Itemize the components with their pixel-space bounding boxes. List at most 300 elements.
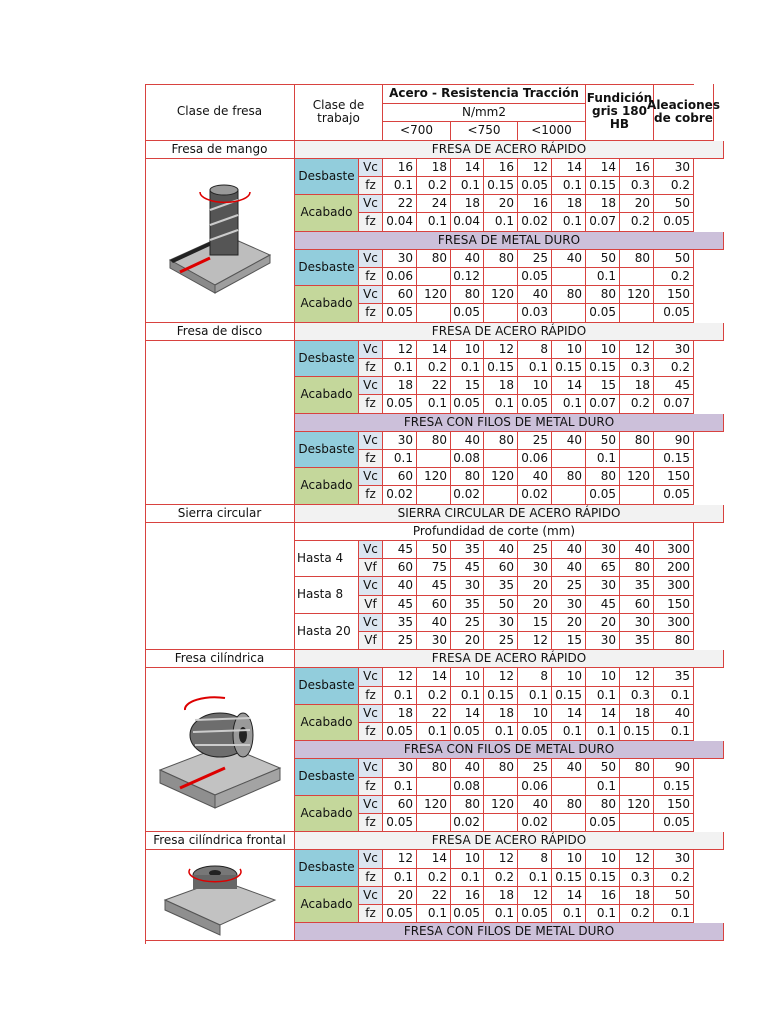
- value-cell: 150: [654, 286, 694, 304]
- value-cell: 0.03: [518, 304, 552, 322]
- value-cell: 20: [586, 614, 620, 632]
- value-cell: 0.15: [552, 869, 586, 887]
- value-cell: 10: [586, 850, 620, 868]
- value-cell: 0.15: [552, 687, 586, 705]
- value-cell: 14: [417, 668, 451, 686]
- block-title: SIERRA CIRCULAR DE ACERO RÁPIDO: [295, 505, 724, 523]
- group-label: Hasta 8: [295, 577, 359, 613]
- value-cell: 0.1: [484, 395, 518, 413]
- value-cell: 150: [654, 596, 694, 614]
- param-label: fz: [359, 778, 383, 796]
- param-label: fz: [359, 268, 383, 286]
- header-acero-unit: N/mm2: [383, 104, 586, 122]
- value-cell: 0.1: [417, 395, 451, 413]
- value-cell: 0.1: [383, 687, 417, 705]
- value-cell: 80: [654, 632, 694, 650]
- value-cell: 30: [654, 850, 694, 868]
- value-cell: 120: [620, 796, 654, 814]
- value-cell: 12: [620, 668, 654, 686]
- value-cell: 300: [654, 614, 694, 632]
- param-label: Vc: [359, 887, 383, 905]
- value-cell: 40: [451, 250, 484, 268]
- param-label: Vc: [359, 250, 383, 268]
- value-cell: 18: [620, 887, 654, 905]
- value-cell: 18: [620, 377, 654, 395]
- header-acero-title: Acero - Resistencia Tracción: [383, 84, 586, 104]
- value-cell: 22: [383, 195, 417, 213]
- value-cell: 60: [620, 596, 654, 614]
- value-cell: 15: [451, 377, 484, 395]
- value-cell: 30: [552, 596, 586, 614]
- param-label: Vc: [359, 159, 383, 177]
- value-cell: 45: [586, 596, 620, 614]
- value-cell: 30: [383, 250, 417, 268]
- value-cell: 0.2: [417, 869, 451, 887]
- value-cell: 30: [383, 759, 417, 777]
- section-name: Fresa de mango: [145, 141, 295, 159]
- value-cell: 40: [552, 250, 586, 268]
- value-cell: 14: [451, 705, 484, 723]
- value-cell: 0.1: [586, 778, 620, 796]
- value-cell: 0.06: [518, 450, 552, 468]
- block-title: FRESA CON FILOS DE METAL DURO: [295, 414, 724, 432]
- block-title: FRESA DE ACERO RÁPIDO: [295, 650, 724, 668]
- group-label: Desbaste: [295, 668, 359, 704]
- value-cell: [417, 304, 451, 322]
- value-cell: [484, 450, 518, 468]
- value-cell: 40: [620, 541, 654, 559]
- value-cell: 0.05: [518, 268, 552, 286]
- value-cell: 35: [654, 668, 694, 686]
- value-cell: [552, 450, 586, 468]
- value-cell: 16: [451, 887, 484, 905]
- value-cell: 0.1: [518, 359, 552, 377]
- value-cell: 0.02: [518, 486, 552, 504]
- param-label: Vc: [359, 614, 383, 632]
- value-cell: 30: [383, 432, 417, 450]
- value-cell: 60: [383, 796, 417, 814]
- value-cell: 120: [417, 468, 451, 486]
- empty-illustration-cell: [145, 341, 295, 505]
- group-label: Acabado: [295, 377, 359, 413]
- value-cell: 120: [484, 286, 518, 304]
- value-cell: 50: [417, 541, 451, 559]
- param-label: Vc: [359, 541, 383, 559]
- cylindrical-mill-illustration: [145, 668, 295, 832]
- value-cell: 0.15: [586, 359, 620, 377]
- value-cell: 0.1: [552, 177, 586, 195]
- value-cell: 0.2: [484, 869, 518, 887]
- value-cell: 35: [620, 632, 654, 650]
- group-label: Acabado: [295, 468, 359, 504]
- param-label: Vc: [359, 341, 383, 359]
- value-cell: [484, 486, 518, 504]
- value-cell: 0.05: [518, 723, 552, 741]
- value-cell: 0.1: [586, 905, 620, 923]
- value-cell: 30: [620, 614, 654, 632]
- value-cell: 14: [552, 887, 586, 905]
- value-cell: 80: [417, 432, 451, 450]
- value-cell: 40: [552, 432, 586, 450]
- value-cell: 8: [518, 850, 552, 868]
- value-cell: 0.3: [620, 359, 654, 377]
- value-cell: 0.07: [654, 395, 694, 413]
- value-cell: 0.05: [654, 304, 694, 322]
- value-cell: 0.05: [654, 814, 694, 832]
- value-cell: 45: [417, 577, 451, 595]
- value-cell: 45: [451, 559, 484, 577]
- value-cell: 0.05: [383, 814, 417, 832]
- value-cell: 40: [552, 559, 586, 577]
- value-cell: 30: [518, 559, 552, 577]
- value-cell: [417, 486, 451, 504]
- value-cell: [484, 304, 518, 322]
- param-label: Vf: [359, 632, 383, 650]
- header-fundicion: Fundición gris 180 HB: [586, 84, 654, 141]
- group-label: Desbaste: [295, 159, 359, 195]
- section-name: Fresa cilíndrica frontal: [145, 832, 295, 850]
- value-cell: 45: [383, 596, 417, 614]
- value-cell: 18: [552, 195, 586, 213]
- value-cell: 12: [620, 850, 654, 868]
- value-cell: 16: [518, 195, 552, 213]
- face-mill-illustration: [145, 850, 295, 941]
- group-label: Desbaste: [295, 759, 359, 795]
- header-clase-fresa: Clase de fresa: [145, 84, 295, 141]
- param-label: Vc: [359, 850, 383, 868]
- value-cell: 0.1: [383, 177, 417, 195]
- end-mill-icon: [165, 180, 275, 300]
- value-cell: 18: [383, 377, 417, 395]
- value-cell: 0.1: [383, 450, 417, 468]
- value-cell: 18: [383, 705, 417, 723]
- value-cell: 12: [484, 668, 518, 686]
- value-cell: 0.05: [518, 177, 552, 195]
- block-title: FRESA DE METAL DURO: [295, 232, 724, 250]
- value-cell: 0.1: [484, 723, 518, 741]
- value-cell: 50: [586, 250, 620, 268]
- group-label: Desbaste: [295, 250, 359, 286]
- value-cell: 0.15: [552, 359, 586, 377]
- value-cell: 20: [484, 195, 518, 213]
- value-cell: 45: [383, 541, 417, 559]
- value-cell: 0.1: [417, 905, 451, 923]
- param-label: fz: [359, 687, 383, 705]
- section-name: Fresa de disco: [145, 323, 295, 341]
- value-cell: 60: [417, 596, 451, 614]
- value-cell: [417, 268, 451, 286]
- section-name: Sierra circular: [145, 505, 295, 523]
- value-cell: 50: [654, 887, 694, 905]
- value-cell: 0.05: [518, 395, 552, 413]
- value-cell: 80: [552, 796, 586, 814]
- value-cell: 16: [484, 159, 518, 177]
- value-cell: 40: [518, 286, 552, 304]
- value-cell: 80: [484, 250, 518, 268]
- value-cell: 0.15: [586, 869, 620, 887]
- value-cell: 10: [451, 341, 484, 359]
- value-cell: 80: [586, 286, 620, 304]
- value-cell: 0.1: [518, 687, 552, 705]
- value-cell: 50: [484, 596, 518, 614]
- value-cell: 80: [451, 286, 484, 304]
- value-cell: 20: [518, 577, 552, 595]
- section-name: Fresa cilíndrica: [145, 650, 295, 668]
- value-cell: 0.02: [383, 486, 417, 504]
- header-aleacion: Aleaciones de cobre: [654, 84, 714, 141]
- value-cell: 0.05: [451, 905, 484, 923]
- value-cell: 0.05: [383, 395, 417, 413]
- value-cell: 35: [451, 541, 484, 559]
- value-cell: 0.2: [417, 687, 451, 705]
- value-cell: 0.15: [484, 687, 518, 705]
- value-cell: 15: [552, 632, 586, 650]
- value-cell: 0.08: [451, 778, 484, 796]
- value-cell: 12: [518, 887, 552, 905]
- block-title: FRESA DE ACERO RÁPIDO: [295, 141, 724, 159]
- value-cell: 0.1: [484, 905, 518, 923]
- header-range: <750: [451, 122, 518, 140]
- block-title: FRESA DE ACERO RÁPIDO: [295, 323, 724, 341]
- value-cell: 0.15: [484, 177, 518, 195]
- value-cell: 0.2: [620, 395, 654, 413]
- group-label: Acabado: [295, 796, 359, 832]
- value-cell: 120: [417, 286, 451, 304]
- value-cell: 0.1: [484, 213, 518, 231]
- value-cell: 10: [552, 850, 586, 868]
- value-cell: [552, 486, 586, 504]
- value-cell: 10: [518, 377, 552, 395]
- value-cell: 80: [451, 468, 484, 486]
- param-label: fz: [359, 814, 383, 832]
- value-cell: 0.3: [620, 687, 654, 705]
- value-cell: [620, 268, 654, 286]
- param-label: fz: [359, 869, 383, 887]
- value-cell: 80: [451, 796, 484, 814]
- param-label: fz: [359, 486, 383, 504]
- value-cell: 14: [586, 705, 620, 723]
- value-cell: [620, 814, 654, 832]
- value-cell: 20: [383, 887, 417, 905]
- value-cell: 80: [586, 468, 620, 486]
- value-cell: 0.06: [383, 268, 417, 286]
- value-cell: 0.1: [417, 213, 451, 231]
- param-label: Vf: [359, 596, 383, 614]
- group-label: Desbaste: [295, 850, 359, 886]
- block-title: FRESA DE ACERO RÁPIDO: [295, 832, 724, 850]
- value-cell: 120: [417, 796, 451, 814]
- value-cell: 0.1: [654, 723, 694, 741]
- value-cell: 0.2: [654, 359, 694, 377]
- value-cell: [484, 814, 518, 832]
- param-label: Vc: [359, 759, 383, 777]
- value-cell: 60: [383, 468, 417, 486]
- value-cell: 40: [451, 432, 484, 450]
- param-label: fz: [359, 905, 383, 923]
- value-cell: 30: [417, 632, 451, 650]
- value-cell: 120: [484, 468, 518, 486]
- value-cell: 10: [552, 668, 586, 686]
- value-cell: 0.15: [586, 177, 620, 195]
- param-label: Vc: [359, 668, 383, 686]
- empty-illustration-cell: [145, 523, 295, 650]
- value-cell: 0.07: [586, 213, 620, 231]
- value-cell: 0.2: [417, 359, 451, 377]
- value-cell: 0.1: [586, 268, 620, 286]
- value-cell: 0.05: [654, 213, 694, 231]
- value-cell: 8: [518, 341, 552, 359]
- value-cell: 300: [654, 577, 694, 595]
- value-cell: 14: [417, 341, 451, 359]
- value-cell: 0.15: [484, 359, 518, 377]
- value-cell: 18: [484, 377, 518, 395]
- param-label: Vc: [359, 195, 383, 213]
- cutting-speed-table: [145, 84, 735, 944]
- value-cell: 0.1: [654, 905, 694, 923]
- value-cell: 50: [654, 195, 694, 213]
- param-label: fz: [359, 723, 383, 741]
- value-cell: 0.02: [518, 814, 552, 832]
- value-cell: 12: [383, 341, 417, 359]
- value-cell: 120: [620, 286, 654, 304]
- value-cell: 14: [552, 377, 586, 395]
- param-label: Vc: [359, 796, 383, 814]
- value-cell: 10: [586, 341, 620, 359]
- group-label: Hasta 20: [295, 614, 359, 650]
- value-cell: 14: [552, 159, 586, 177]
- param-label: Vc: [359, 468, 383, 486]
- value-cell: 90: [654, 432, 694, 450]
- value-cell: 80: [484, 759, 518, 777]
- value-cell: 25: [484, 632, 518, 650]
- value-cell: 0.07: [586, 395, 620, 413]
- value-cell: 80: [417, 250, 451, 268]
- value-cell: 0.05: [383, 723, 417, 741]
- value-cell: 0.1: [586, 723, 620, 741]
- value-cell: 80: [484, 432, 518, 450]
- param-label: Vc: [359, 705, 383, 723]
- value-cell: [552, 814, 586, 832]
- value-cell: 40: [417, 614, 451, 632]
- value-cell: 0.05: [586, 486, 620, 504]
- value-cell: [620, 486, 654, 504]
- param-label: fz: [359, 359, 383, 377]
- value-cell: [620, 304, 654, 322]
- value-cell: 12: [484, 850, 518, 868]
- value-cell: 20: [552, 614, 586, 632]
- value-cell: 0.15: [654, 778, 694, 796]
- value-cell: 150: [654, 796, 694, 814]
- value-cell: 45: [654, 377, 694, 395]
- value-cell: 0.1: [451, 869, 484, 887]
- value-cell: 18: [484, 705, 518, 723]
- value-cell: 0.2: [654, 268, 694, 286]
- value-cell: 30: [451, 577, 484, 595]
- value-cell: 50: [586, 759, 620, 777]
- group-label: Desbaste: [295, 432, 359, 468]
- value-cell: 12: [383, 668, 417, 686]
- value-cell: 35: [383, 614, 417, 632]
- value-cell: [484, 268, 518, 286]
- value-cell: 0.2: [654, 869, 694, 887]
- value-cell: 10: [552, 341, 586, 359]
- value-cell: 22: [417, 377, 451, 395]
- value-cell: 14: [451, 159, 484, 177]
- value-cell: 0.3: [620, 869, 654, 887]
- value-cell: 14: [417, 850, 451, 868]
- value-cell: 75: [417, 559, 451, 577]
- value-cell: [552, 268, 586, 286]
- value-cell: 0.05: [586, 814, 620, 832]
- param-label: fz: [359, 304, 383, 322]
- value-cell: 0.1: [383, 869, 417, 887]
- value-cell: 40: [552, 541, 586, 559]
- value-cell: 0.1: [586, 450, 620, 468]
- value-cell: 30: [654, 341, 694, 359]
- value-cell: 8: [518, 668, 552, 686]
- value-cell: 60: [383, 286, 417, 304]
- value-cell: 150: [654, 468, 694, 486]
- value-cell: 0.04: [383, 213, 417, 231]
- value-cell: 0.2: [620, 213, 654, 231]
- value-cell: 30: [586, 577, 620, 595]
- value-cell: 0.1: [417, 723, 451, 741]
- value-cell: 20: [451, 632, 484, 650]
- value-cell: 65: [586, 559, 620, 577]
- value-cell: 0.05: [451, 395, 484, 413]
- value-cell: [417, 814, 451, 832]
- value-cell: 12: [620, 341, 654, 359]
- value-cell: 15: [518, 614, 552, 632]
- value-cell: 24: [417, 195, 451, 213]
- value-cell: 12: [518, 159, 552, 177]
- value-cell: [620, 778, 654, 796]
- value-cell: 90: [654, 759, 694, 777]
- value-cell: 0.1: [451, 359, 484, 377]
- value-cell: 0.1: [552, 213, 586, 231]
- value-cell: 10: [518, 705, 552, 723]
- value-cell: 35: [620, 577, 654, 595]
- value-cell: 40: [552, 759, 586, 777]
- value-cell: 20: [620, 195, 654, 213]
- value-cell: 0.15: [654, 450, 694, 468]
- param-label: Vc: [359, 377, 383, 395]
- value-cell: 80: [552, 468, 586, 486]
- value-cell: 80: [552, 286, 586, 304]
- value-cell: 60: [383, 559, 417, 577]
- value-cell: 0.15: [620, 723, 654, 741]
- value-cell: 80: [586, 796, 620, 814]
- value-cell: 14: [552, 705, 586, 723]
- value-cell: 18: [586, 195, 620, 213]
- param-label: fz: [359, 213, 383, 231]
- value-cell: 0.1: [654, 687, 694, 705]
- value-cell: 60: [484, 559, 518, 577]
- param-label: fz: [359, 450, 383, 468]
- value-cell: 10: [586, 668, 620, 686]
- value-cell: 80: [417, 759, 451, 777]
- value-cell: 16: [620, 159, 654, 177]
- value-cell: 12: [484, 341, 518, 359]
- value-cell: 18: [451, 195, 484, 213]
- param-label: Vc: [359, 286, 383, 304]
- value-cell: 25: [518, 250, 552, 268]
- cylindrical-mill-icon: [155, 690, 285, 810]
- value-cell: 35: [451, 596, 484, 614]
- value-cell: 30: [484, 614, 518, 632]
- header-range: <1000: [518, 122, 586, 140]
- header-range: <700: [383, 122, 451, 140]
